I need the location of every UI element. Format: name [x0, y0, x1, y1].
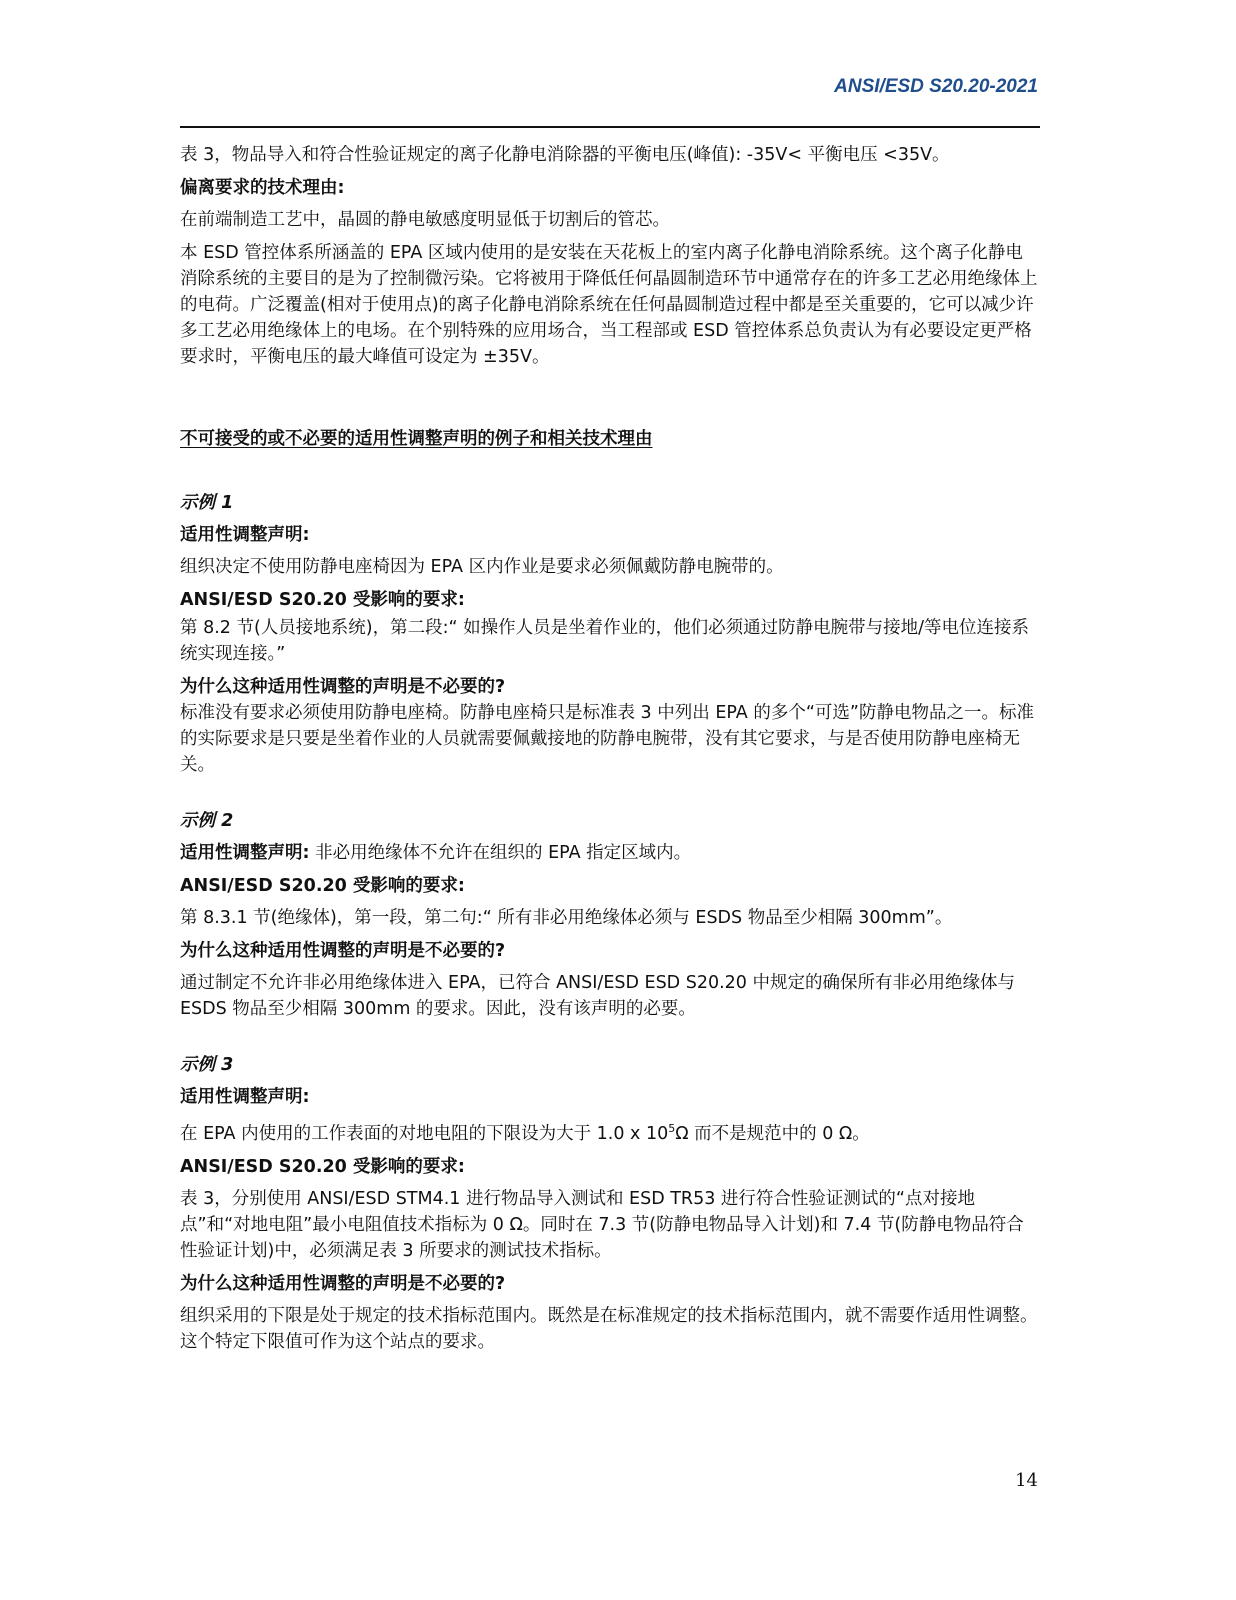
example-1-title: 示例 1	[180, 493, 234, 513]
example-3-statement: 在 EPA 内使用的工作表面的对地电阻的下限设为大于 1.0 x $10^5\Omega$ 而不是规范中的 0 Ω。	[180, 1122, 870, 1144]
example-2-statement-label: 适用性调整声明:	[180, 843, 310, 863]
example-1	[180, 490, 1038, 778]
example-1-why-label: 为什么这种适用性调整的声明是不必要的?	[180, 677, 506, 697]
example-1-statement-label: 适用性调整声明:	[180, 525, 310, 545]
example-3-title: 示例 3	[180, 1055, 234, 1075]
example-2-requirement-label: ANSI/ESD S20.20 受影响的要求:	[180, 876, 465, 896]
example-3-requirement-label: ANSI/ESD S20.20 受影响的要求:	[180, 1156, 465, 1177]
example-2-statement: 非必用绝缘体不允许在组织的 EPA 指定区域内。	[309, 843, 692, 863]
document-header-title: ANSI/ESD S20.20-2021	[834, 76, 1038, 97]
example-2	[180, 808, 1038, 1022]
example-3	[180, 1052, 1038, 1355]
example-2-requirement: 第 8.3.1 节(绝缘体)，第一段，第二句:“ 所有非必用绝缘体必须与 ESDS 物品至少相隔 300mm”。	[180, 908, 953, 928]
example-2-statement-line	[180, 840, 1038, 866]
example-3-statement-label: 适用性调整声明:	[180, 1087, 310, 1107]
example-3-requirement: 表 3，分别使用 ANSI/ESD STM4.1 进行物品导入测试和 ESD TR53 进行符合性验证测试的“点对接地点”和“对地电阻”最小电阻值技术指标为 0 Ω。同时在 7.3 节(防静电物品导入计划)和 7.4 节(防静电物品符合性验证计划)中，必须满足表 3 所要求的测试技术指标。	[180, 1188, 1024, 1261]
example-1-requirement: 第 8.2 节(人员接地系统)，第二段:“ 如操作人员是坐着作业的，他们必须通过防静电腕带与接地/等电位连接系统实现连接。”	[180, 618, 1030, 664]
header-divider	[180, 126, 1040, 128]
example-2-why: 通过制定不允许非必用绝缘体进入 EPA，已符合 ANSI/ESD ESD S20.20 中规定的确保所有非必用绝缘体与 ESDS 物品至少相隔 300mm 的要求。因此，没有该声明的必要。	[180, 973, 1015, 1019]
example-3-why-label: 为什么这种适用性调整的声明是不必要的?	[180, 1273, 506, 1294]
example-1-requirement-label: ANSI/ESD S20.20 受影响的要求:	[180, 590, 465, 610]
example-1-statement: 组织决定不使用防静电座椅因为 EPA 区内作业是要求必须佩戴防静电腕带的。	[180, 557, 784, 577]
example-1-why: 标准没有要求必须使用防静电座椅。防静电座椅只是标准表 3 中列出 EPA 的多个“可选”防静电物品之一。标准的实际要求是只要是坐着作业的人员就需要佩戴接地的防静电腕带，没有其它要求，与是否使用防静电座椅无关。	[180, 703, 1034, 775]
intro-paragraph-3: 本 ESD 管控体系所涵盖的 EPA 区域内使用的是安装在天花板上的室内离子化静电消除系统。这个离子化静电消除系统的主要目的是为了控制微污染。它将被用于降低任何晶圆制造环节中通常存在的许多工艺必用绝缘体上的电荷。广泛覆盖(相对于使用点)的离子化静电消除系统在任何晶圆制造过程中都是至关重要的，它可以减少许多工艺必用绝缘体上的电场。在个别特殊的应用场合，当工程部或 ESD 管控体系总负责认为有必要设定更严格要求时，平衡电压的最大峰值可设定为 ±35V。	[180, 243, 1038, 367]
page-content	[180, 142, 1038, 1362]
section-heading: 不可接受的或不必要的适用性调整声明的例子和相关技术理由	[180, 429, 653, 449]
rationale-label: 偏离要求的技术理由:	[180, 178, 345, 198]
intro-paragraph-1: 表 3，物品导入和符合性验证规定的离子化静电消除器的平衡电压(峰值): -35V< 平衡电压 <35V。	[180, 145, 950, 165]
example-2-why-label: 为什么这种适用性调整的声明是不必要的?	[180, 941, 506, 961]
page-number: 14	[1015, 1470, 1038, 1491]
example-3-why: 组织采用的下限是处于规定的技术指标范围内。既然是在标准规定的技术指标范围内，就不需要作适用性调整。这个特定下限值可作为这个站点的要求。	[180, 1305, 1038, 1352]
exponent: 5	[668, 1122, 676, 1135]
intro-paragraph-2: 在前端制造工艺中，晶圆的静电敏感度明显低于切割后的管芯。	[180, 210, 670, 230]
example-2-title: 示例 2	[180, 811, 234, 831]
